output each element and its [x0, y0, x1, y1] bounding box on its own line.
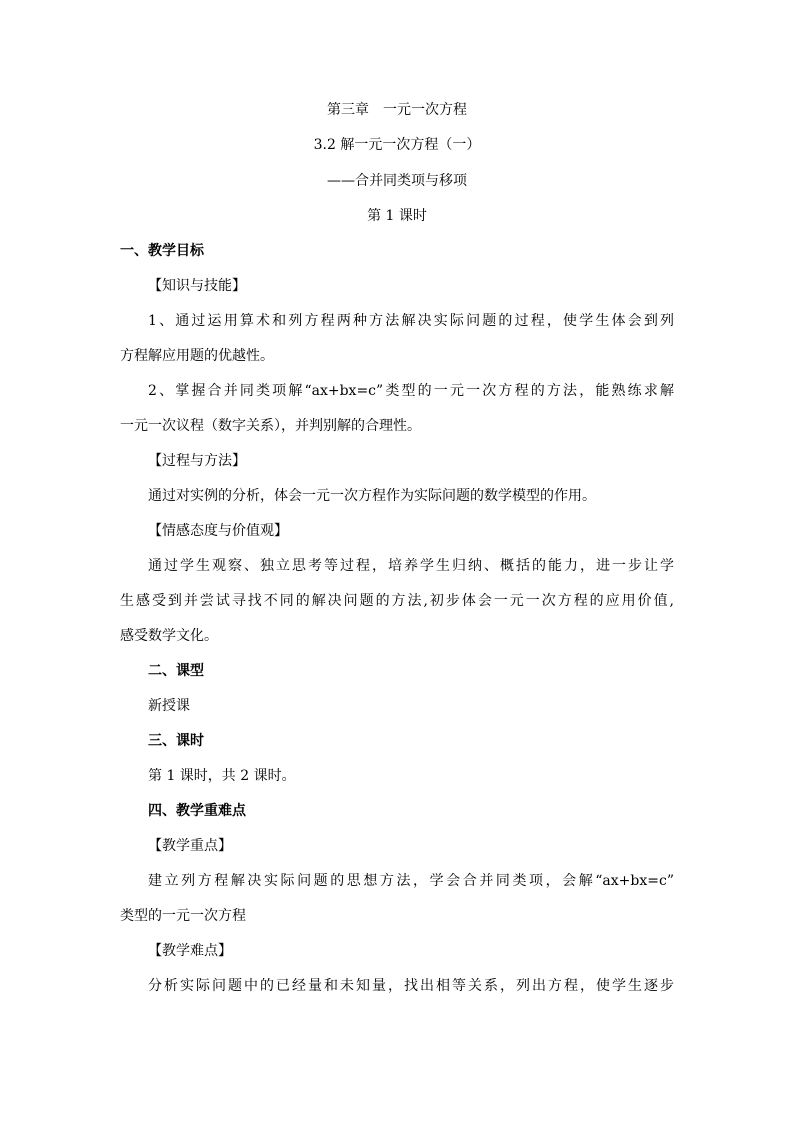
chapter-title: 第三章 一元一次方程 [327, 102, 467, 118]
subtitle: ——合并同类项与移项 [327, 173, 467, 189]
label-teaching-difficulty: 【教学难点】 [148, 943, 232, 959]
paragraph-line: 建立列方程解决实际问题的思想方法，学会合并同类项，会解“ax+bx=c” [148, 873, 674, 889]
lesson-label: 第 1 课时 [367, 208, 427, 224]
label-process-methods: 【过程与方法】 [148, 453, 246, 469]
section-title: 3.2 解一元一次方程（一） [313, 137, 481, 153]
paragraph-line: 2、掌握合并同类项解“ax+bx=c”类型的一元一次方程的方法，能熟练求解 [148, 383, 674, 399]
paragraph-line: 生感受到并尝试寻找不同的解决问题的方法,初步体会一元一次方程的应用价值, [120, 593, 674, 609]
label-emotion-values: 【情感态度与价值观】 [148, 523, 288, 539]
heading-class-hours: 三、课时 [148, 733, 204, 749]
paragraph-line: 通过学生观察、独立思考等过程，培养学生归纳、概括的能力，进一步让学 [148, 558, 674, 574]
paragraph-line: 第 1 课时，共 2 课时。 [148, 768, 296, 784]
paragraph-line: 通过对实例的分析，体会一元一次方程作为实际问题的数学模型的作用。 [148, 488, 596, 504]
label-knowledge-skills: 【知识与技能】 [148, 278, 246, 294]
label-teaching-focus: 【教学重点】 [148, 838, 232, 854]
heading-teaching-goals: 一、教学目标 [120, 243, 204, 259]
paragraph-line: 分析实际问题中的已经量和未知量，找出相等关系，列出方程，使学生逐步 [148, 978, 674, 994]
paragraph-line: 新授课 [148, 698, 190, 714]
paragraph-line: 感受数学文化。 [120, 628, 218, 644]
paragraph-line: 一元一次议程（数字关系），并判别解的合理性。 [120, 418, 421, 434]
heading-key-points: 四、教学重难点 [148, 803, 246, 819]
paragraph-line: 类型的一元一次方程 [120, 908, 246, 924]
paragraph-line: 方程解应用题的优越性。 [120, 348, 274, 364]
heading-lesson-type: 二、课型 [148, 663, 204, 679]
paragraph-line: 1、通过运用算术和列方程两种方法解决实际问题的过程，使学生体会到列 [148, 313, 674, 329]
